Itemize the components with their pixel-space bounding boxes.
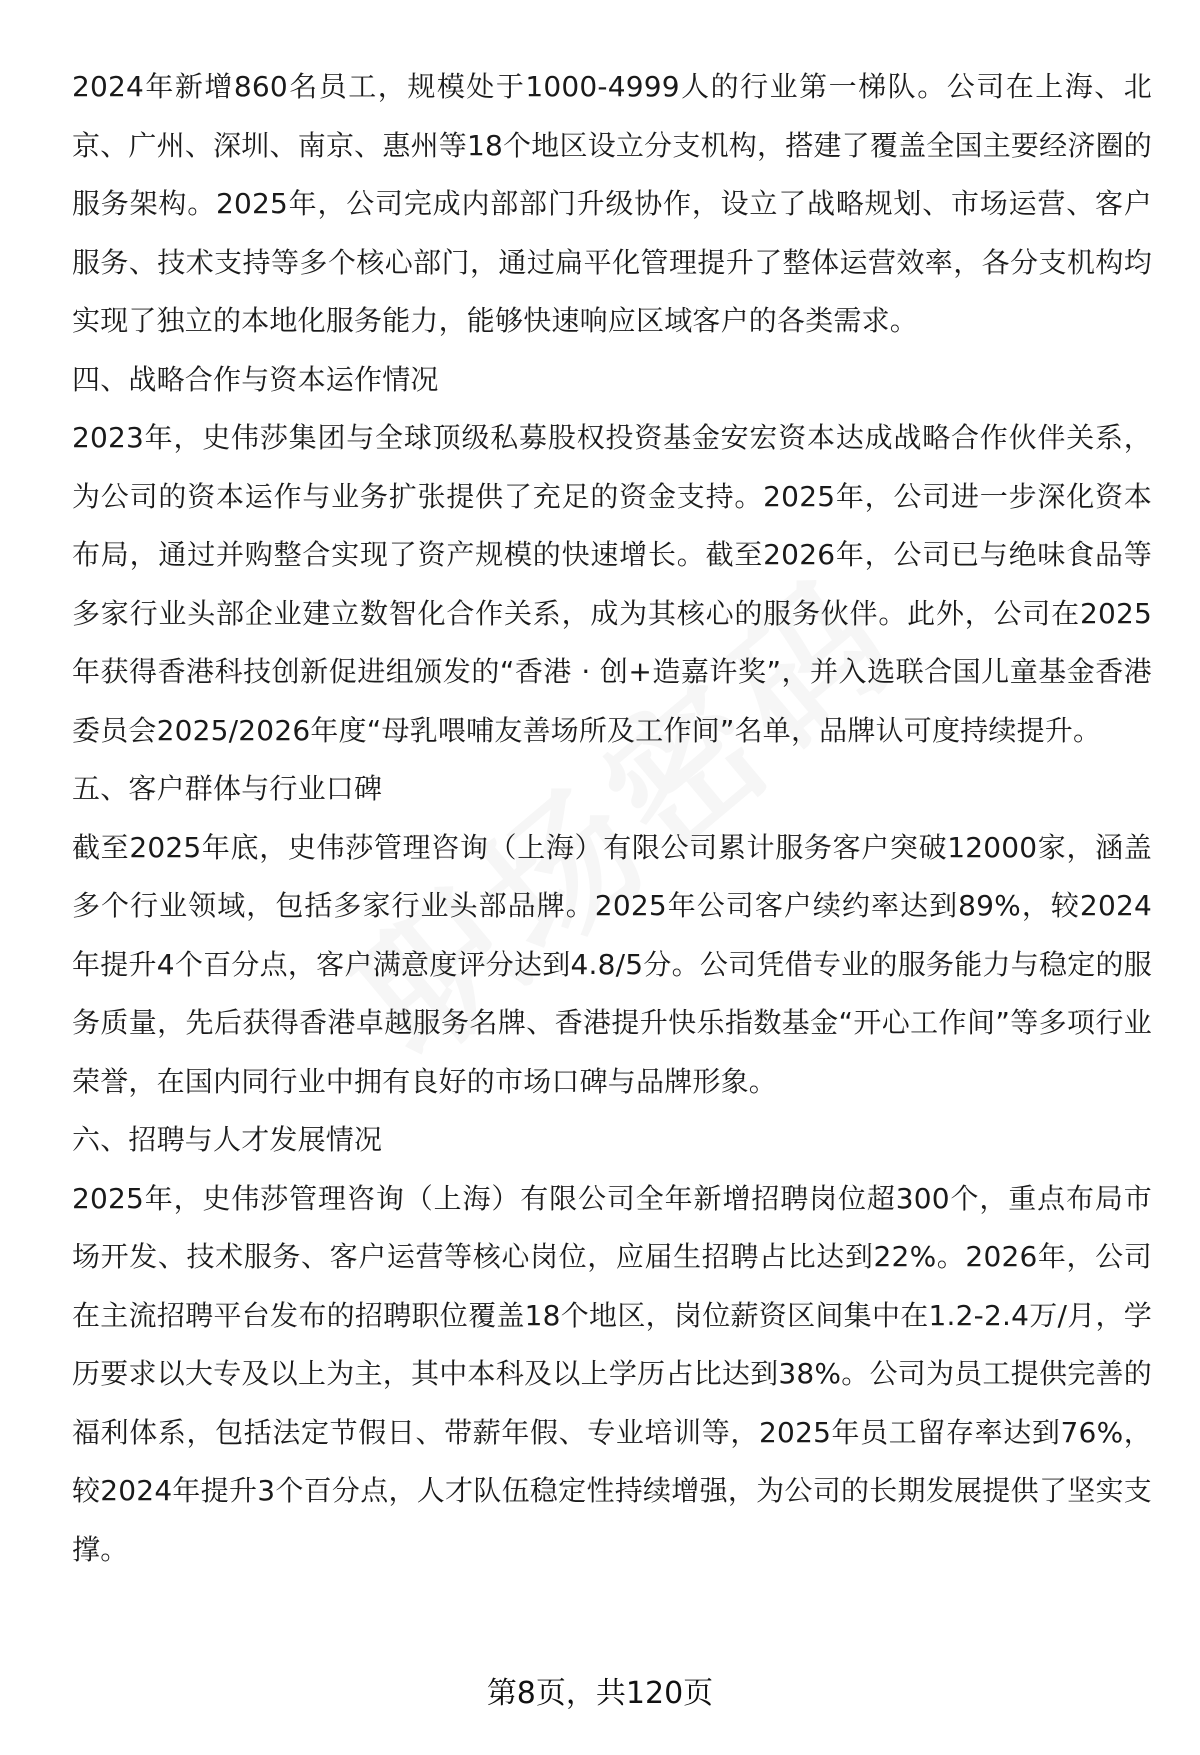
paragraph-customer-reputation: 截至2025年底，史伟莎管理咨询（上海）有限公司累计服务客户突破12000家，涵盖多个行业领域，包括多家行业头部品牌。2025年公司客户续约率达到89%，较2024年提升4个百分点，客户满意度评分达到4.8/5分。公司凭借专业的服务能力与稳定的服务质量，先后获得香港卓越服务名牌、香港提升快乐指数基金“开心工作间”等多项行业荣誉，在国内同行业中拥有良好的市场口碑与品牌形象。 <box>72 830 1152 1098</box>
section-heading-recruitment: 六、招聘与人才发展情况 <box>72 1123 383 1156</box>
paragraph-strategic-cooperation: 2023年，史伟莎集团与全球顶级私募股权投资基金安宏资本达成战略合作伙伴关系，为公司的资本运作与业务扩张提供了充足的资金支持。2025年，公司进一步深化资本布局，通过并购整合实现了资产规模的快速增长。截至2026年，公司已与绝味食品等多家行业头部企业建立数智化合作关系，成为其核心的服务伙伴。此外，公司在2025年获得香港科技创新促进组颁发的“香港 · 创+造嘉许奖”，并入选联合国儿童基金香港委员会2025/2026年度“母乳喂哺友善场所及工作间”名单，品牌认可度持续提升。 <box>72 421 1152 747</box>
section-heading-strategic-cooperation: 四、战略合作与资本运作情况 <box>72 362 439 396</box>
document-body <box>72 58 1152 1579</box>
page-number-footer: 第8页，共120页 <box>486 1676 714 1711</box>
paragraph-staff-scale: 2024年新增860名员工，规模处于1000-4999人的行业第一梯队。公司在上海、北京、广州、深圳、南京、惠州等18个地区设立分支机构，搭建了覆盖全国主要经济圈的服务架构。2025年，公司完成内部部门升级协作，设立了战略规划、市场运营、客户服务、技术支持等多个核心部门，通过扁平化管理提升了整体运营效率，各分支机构均实现了独立的本地化服务能力，能够快速响应区域客户的各类需求。 <box>72 70 1152 337</box>
paragraph-recruitment: 2025年，史伟莎管理咨询（上海）有限公司全年新增招聘岗位超300个，重点布局市场开发、技术服务、客户运营等核心岗位，应届生招聘占比达到22%。2026年，公司在主流招聘平台发布的招聘职位覆盖18个地区，岗位薪资区间集中在1.2-2.4万/月，学历要求以大专及以上为主，其中本科及以上学历占比达到38%。公司为员工提供完善的福利体系，包括法定节假日、带薪年假、专业培训等，2025年员工留存率达到76%，较2024年提升3个百分点，人才队伍稳定性持续增强，为公司的长期发展提供了坚实支撑。 <box>72 1181 1152 1566</box>
section-heading-customer-reputation: 五、客户群体与行业口碑 <box>72 772 383 805</box>
